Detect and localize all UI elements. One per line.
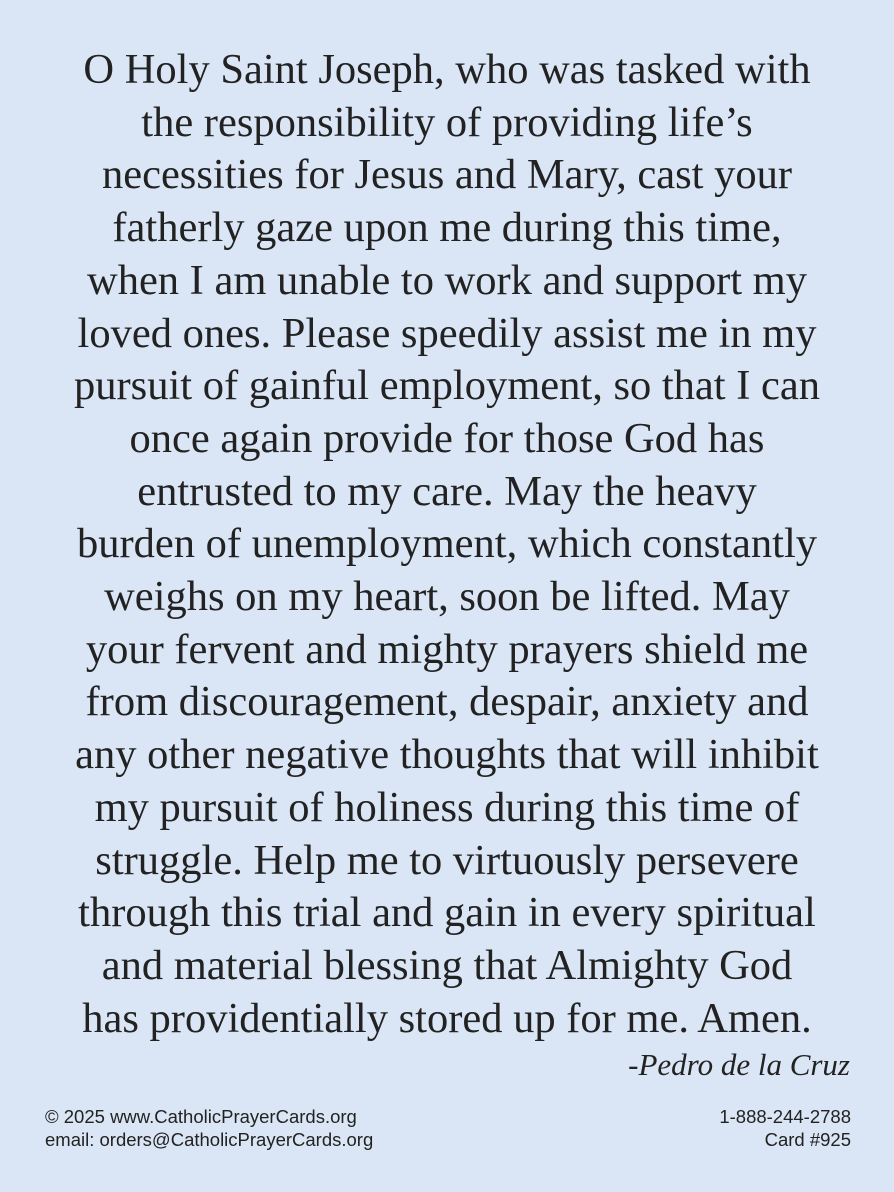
footer-right (719, 1105, 851, 1151)
prayer-line: pursuit of gainful employment, so that I can (74, 362, 820, 410)
prayer-line: from discouragement, despair, anxiety and (85, 678, 809, 726)
card-number: Card #925 (764, 1129, 851, 1150)
email-text: email: orders@CatholicPrayerCards.org (45, 1129, 374, 1150)
prayer-line: the responsibility of providing life’s (141, 98, 753, 146)
footer-left (45, 1105, 373, 1151)
prayer-line: once again provide for those God has (129, 414, 765, 462)
prayer-line: your fervent and mighty prayers shield me (85, 625, 809, 673)
prayer-line: fatherly gaze upon me during this time, (112, 204, 782, 252)
prayer-line: burden of unemployment, which constantly (76, 520, 818, 568)
prayer-line: O Holy Saint Joseph, who was tasked with (83, 46, 811, 93)
prayer-line: any other negative thoughts that will inhibit (75, 731, 819, 779)
prayer-line: loved ones. Please speedily assist me in my (77, 309, 817, 357)
prayer-line: has providentially stored up for me. Amen. (82, 994, 812, 1042)
prayer-line: entrusted to my care. May the heavy (137, 467, 757, 515)
prayer-line: when I am unable to work and support my (87, 256, 807, 304)
prayer-attribution: -Pedro de la Cruz (628, 1047, 850, 1082)
phone-number: 1-888-244-2788 (719, 1106, 851, 1127)
prayer-line: my pursuit of holiness during this time of (94, 783, 800, 831)
prayer-line: through this trial and gain in every spiritual (78, 889, 816, 937)
prayer-line: necessities for Jesus and Mary, cast your (101, 151, 793, 199)
copyright-text: © 2025 www.CatholicPrayerCards.org (45, 1106, 357, 1127)
prayer-line: struggle. Help me to virtuously persevere (95, 836, 799, 884)
prayer-line: and material blessing that Almighty God (101, 941, 793, 989)
prayer-line: weighs on my heart, soon be lifted. May (104, 573, 790, 621)
prayer-text (20, 44, 874, 1045)
